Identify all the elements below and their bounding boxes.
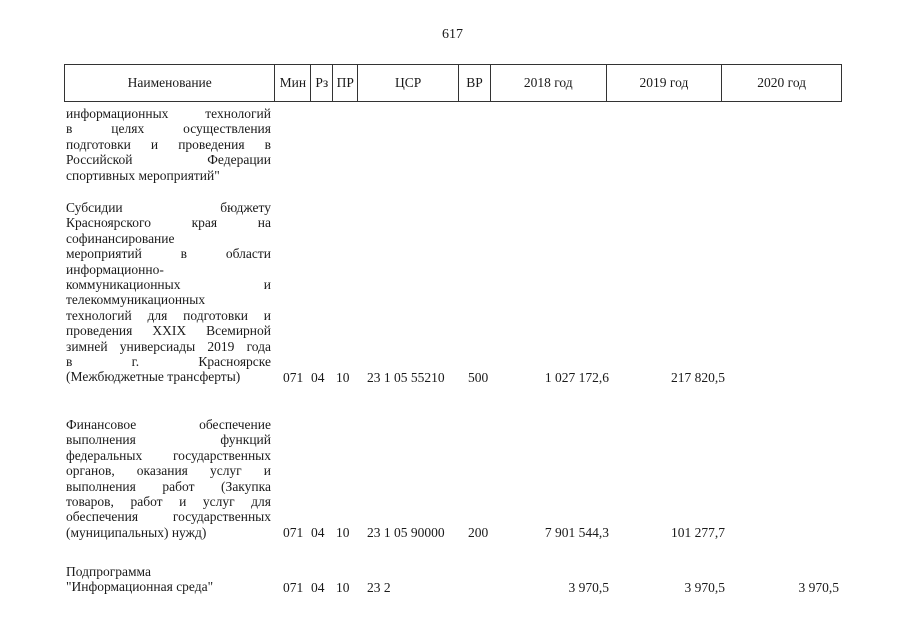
table-row xyxy=(64,417,842,540)
name-line: (муниципальных) нужд) xyxy=(66,524,207,540)
cell-rz: 04 xyxy=(311,579,325,595)
cell-2019: 101 277,7 xyxy=(671,524,725,540)
header-pr: ПР xyxy=(333,65,358,101)
cell-min: 071 xyxy=(283,579,304,595)
name-line: выполнения работ (Закупка xyxy=(66,478,271,494)
table-header xyxy=(64,64,842,102)
name-line: информационно- xyxy=(66,261,164,277)
cell-csr: 23 2 xyxy=(367,579,391,595)
table-row xyxy=(64,200,842,385)
table-row xyxy=(64,564,842,595)
name-line: мероприятий в области xyxy=(66,246,271,262)
cell-2019: 217 820,5 xyxy=(671,369,725,385)
cell-min: 071 xyxy=(283,369,304,385)
name-line: Подпрограмма xyxy=(66,564,151,579)
name-line: товаров, работ и услуг для xyxy=(66,493,271,509)
name-line: органов, оказания услуг и xyxy=(66,463,271,479)
name-line: в целях осуществления xyxy=(66,121,271,137)
name-line: федеральных государственных xyxy=(66,447,271,463)
cell-2018: 1 027 172,6 xyxy=(544,369,609,385)
name-line: Финансовое обеспечение xyxy=(66,417,271,432)
header-2018: 2018 год xyxy=(491,65,607,101)
name-line: телекоммуникационных xyxy=(66,292,206,308)
cell-vr: 200 xyxy=(468,524,489,540)
cell-rz: 04 xyxy=(311,369,325,385)
header-vr: ВР xyxy=(459,65,491,101)
name-line: в г. Красноярске xyxy=(66,353,271,369)
name-line: Российской Федерации xyxy=(66,152,271,168)
cell-pr: 10 xyxy=(336,369,350,385)
cell-2020: 3 970,5 xyxy=(798,579,839,595)
name-line: выполнения функций xyxy=(66,432,271,448)
name-line: проведения XXIX Всемирной xyxy=(66,323,271,339)
row-name xyxy=(66,564,271,595)
name-line: информационных технологий xyxy=(66,106,271,121)
name-line: Субсидии бюджету xyxy=(66,200,271,215)
name-line: подготовки и проведения в xyxy=(66,136,271,152)
cell-csr: 23 1 05 90000 xyxy=(367,524,445,540)
name-line: "Информационная среда" xyxy=(66,579,214,595)
header-2020: 2020 год xyxy=(757,75,807,90)
cell-2019: 3 970,5 xyxy=(684,579,725,595)
header-rz: Рз xyxy=(311,65,333,101)
header-csr: ЦСР xyxy=(358,65,459,101)
row-name xyxy=(66,106,271,183)
cell-2018: 3 970,5 xyxy=(568,579,609,595)
name-line: (Межбюджетные трансферты) xyxy=(66,369,241,385)
cell-2018: 7 901 544,3 xyxy=(544,524,609,540)
page-number: 617 xyxy=(442,27,463,42)
row-name xyxy=(66,200,271,385)
table-row xyxy=(64,106,842,183)
cell-csr: 23 1 05 55210 xyxy=(367,369,445,385)
name-line: Красноярского края на xyxy=(66,215,271,231)
name-line: софинансирование xyxy=(66,230,175,246)
name-line: спортивных мероприятий" xyxy=(66,167,220,183)
name-line: обеспечения государственных xyxy=(66,509,271,525)
name-line: технологий для подготовки и xyxy=(66,307,271,323)
header-name: Наименование xyxy=(65,65,275,101)
cell-pr: 10 xyxy=(336,524,350,540)
cell-min: 071 xyxy=(283,524,304,540)
cell-vr: 500 xyxy=(468,369,489,385)
name-line: зимней универсиады 2019 года xyxy=(66,338,271,354)
header-min: Мин xyxy=(275,65,311,101)
row-name xyxy=(66,417,271,540)
cell-rz: 04 xyxy=(311,524,325,540)
header-2019: 2019 год xyxy=(607,65,723,101)
cell-pr: 10 xyxy=(336,579,350,595)
name-line: коммуникационных и xyxy=(66,276,271,292)
